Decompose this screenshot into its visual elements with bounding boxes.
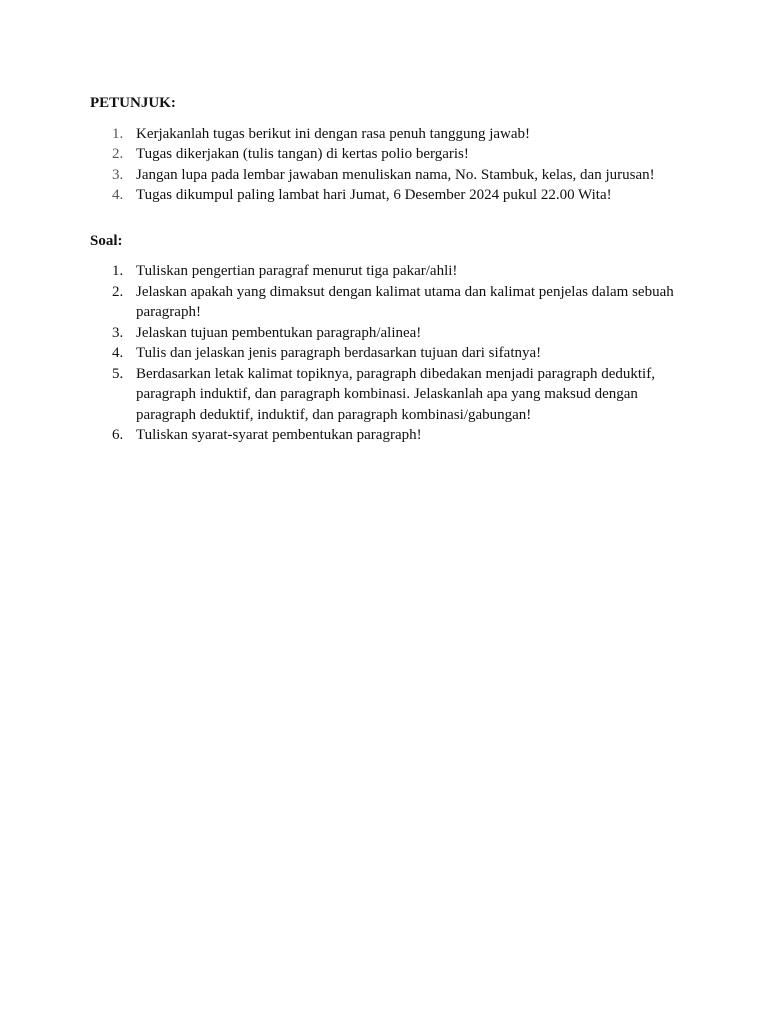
instruction-number: 2. [112,146,124,162]
questions-list [90,261,690,446]
question-item [90,323,690,344]
question-text: Berdasarkan letak kalimat topiknya, paragraph dibedakan menjadi paragraph deduktif, paragraph induktif, dan paragraph kombinasi. Jelaskanlah apa yang maksud dengan paragraph deduktif, induktif, dan paragraph kombinasi/gabungan! [136,365,655,423]
question-number: 6. [112,427,124,443]
question-item [90,282,690,323]
question-item [90,343,690,364]
instruction-item [90,165,690,186]
question-number: 5. [112,365,124,382]
instruction-number: 3. [112,166,124,183]
question-item [90,425,690,446]
question-text: Tuliskan pengertian paragraf menurut tiga pakar/ahli! [136,263,458,279]
question-text: Tulis dan jelaskan jenis paragraph berdasarkan tujuan dari sifatnya! [136,345,542,361]
document-content [90,93,690,446]
question-text: Tuliskan syarat-syarat pembentukan paragraph! [136,427,422,443]
instruction-number: 1. [112,125,124,142]
instruction-text: Jangan lupa pada lembar jawaban menuliskan nama, No. Stambuk, kelas, dan jurusan! [136,166,655,183]
instruction-text: Kerjakanlah tugas berikut ini dengan rasa penuh tanggung jawab! [136,125,531,142]
instruction-text: Tugas dikumpul paling lambat hari Jumat, 6 Desember 2024 pukul 22.00 Wita! [136,187,612,203]
instruction-item [90,185,690,206]
questions-heading: Soal: [90,232,123,249]
question-item [90,364,690,426]
question-text: Jelaskan apakah yang dimaksut dengan kalimat utama dan kalimat penjelas dalam sebuah paragraph! [136,283,674,320]
question-number: 2. [112,283,124,300]
instructions-list [90,124,690,206]
question-number: 4. [112,345,124,361]
instruction-item [90,144,690,165]
question-item [90,261,690,282]
instruction-item [90,124,690,145]
question-number: 1. [112,263,124,279]
instructions-heading: PETUNJUK: [90,95,176,111]
question-number: 3. [112,324,124,341]
question-text: Jelaskan tujuan pembentukan paragraph/alinea! [136,324,422,341]
instruction-text: Tugas dikerjakan (tulis tangan) di kertas polio bergaris! [136,146,469,162]
instruction-number: 4. [112,187,124,203]
